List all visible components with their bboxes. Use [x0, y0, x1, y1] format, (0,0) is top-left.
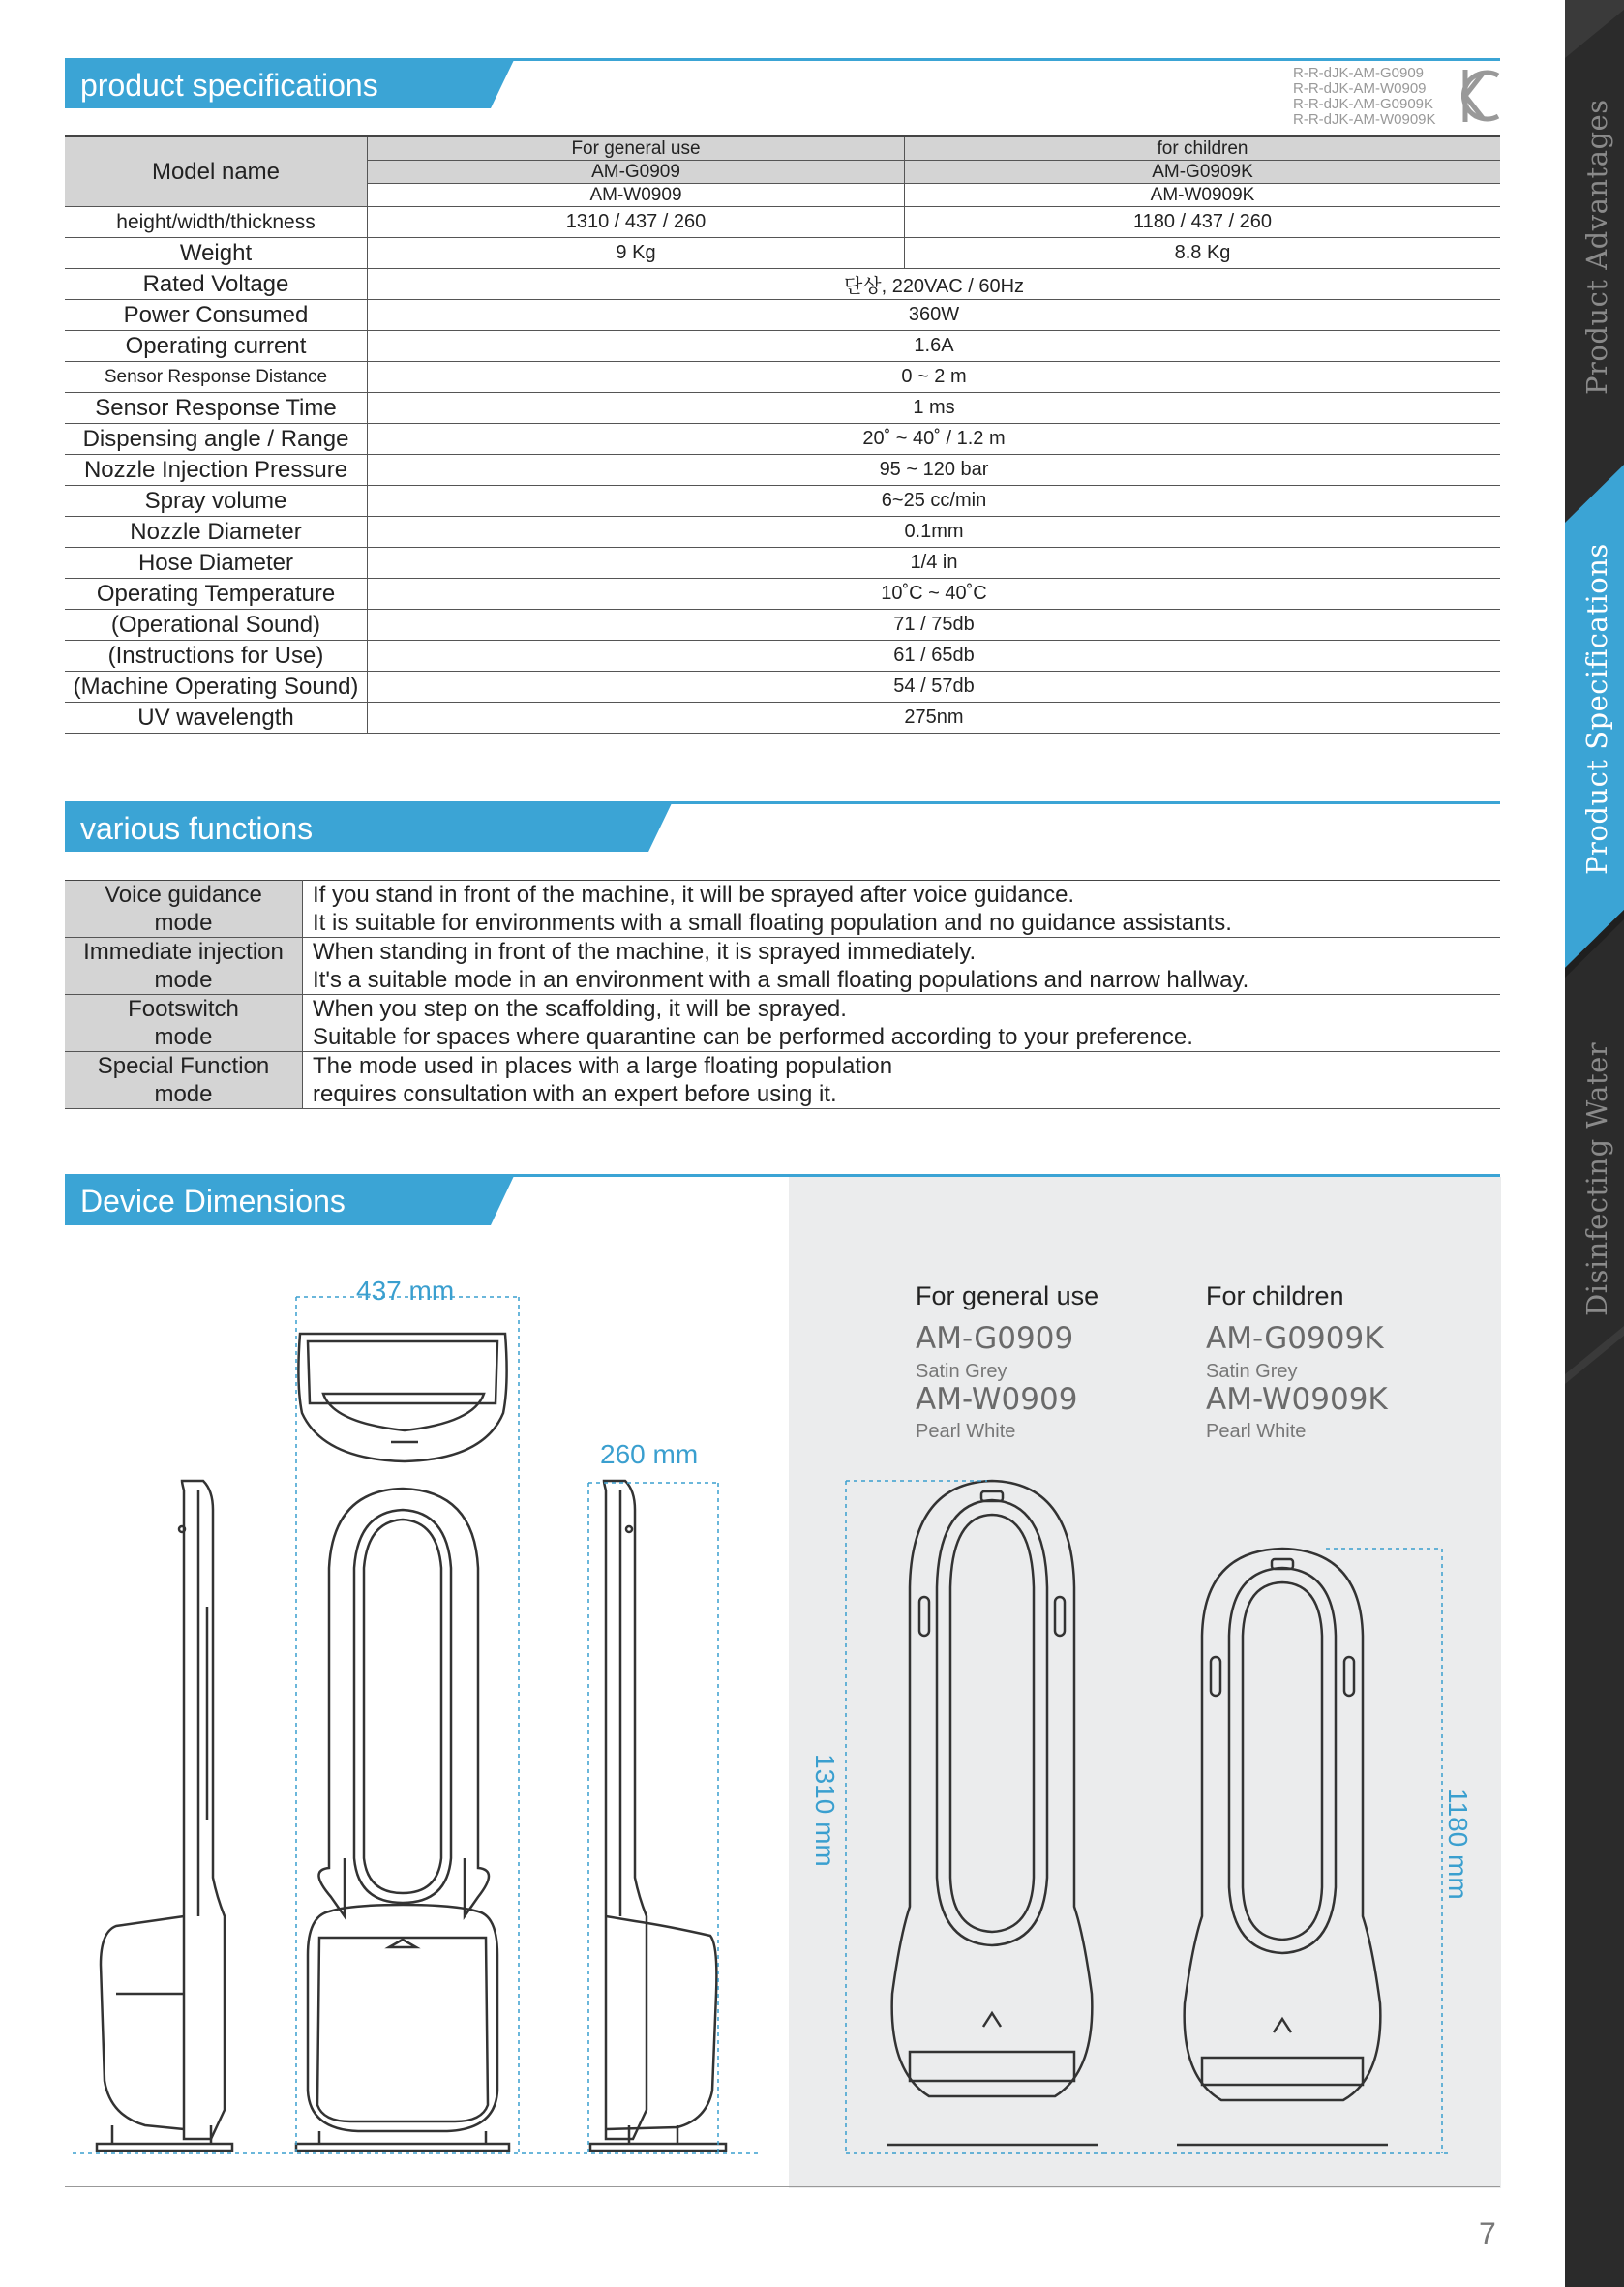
- kc-code: R-R-dJK-AM-W0909: [1293, 80, 1427, 97]
- spec-value: 95 ~ 120 bar: [368, 455, 1501, 486]
- general-use-heading: For general use: [916, 1281, 1099, 1310]
- kc-code: R-R-dJK-AM-G0909K: [1293, 96, 1434, 112]
- spec-value: 1.6A: [368, 331, 1501, 362]
- col-children-header: for children: [905, 136, 1501, 161]
- spec-section-title: product specifications: [80, 68, 378, 103]
- mode-description: The mode used in places with a large floating population requires consultation with an expert before using it.: [303, 1052, 1501, 1109]
- front-view-drawing: [296, 1334, 509, 2151]
- kc-code: R-R-dJK-AM-G0909: [1293, 65, 1425, 81]
- spec-label: Hose Diameter: [65, 548, 368, 579]
- spec-label: Sensor Response Time: [65, 393, 368, 424]
- side-tab-rail: [1565, 0, 1624, 2287]
- children-model-code: AM-G0909K: [1206, 1321, 1384, 1356]
- mode-name: Special Function mode: [65, 1052, 303, 1109]
- children-model-drawing: [1177, 1549, 1388, 2145]
- tab-product-specifications[interactable]: Product Specifications: [1580, 543, 1613, 875]
- spec-value: 10˚C ~ 40˚C: [368, 579, 1501, 610]
- spec-value-general: 9 Kg: [368, 238, 905, 269]
- general-model-color: Pearl White: [916, 1421, 1016, 1442]
- page-number: 7: [1479, 2216, 1496, 2251]
- spec-value: 61 / 65db: [368, 641, 1501, 672]
- width-dimension-label: 437 mm: [356, 1276, 455, 1306]
- model-name-label: Model name: [65, 136, 368, 207]
- children-height-label: 1180 mm: [1443, 1789, 1473, 1900]
- children-model-color: Pearl White: [1206, 1421, 1307, 1442]
- spec-value: 1 ms: [368, 393, 1501, 424]
- spec-label: Weight: [65, 238, 368, 269]
- mode-name: Footswitch mode: [65, 995, 303, 1052]
- spec-label: Nozzle Diameter: [65, 517, 368, 548]
- spec-label: Power Consumed: [65, 300, 368, 331]
- spec-value: 360W: [368, 300, 1501, 331]
- side-view-left-drawing: [97, 1481, 232, 2151]
- general-model-color: Satin Grey: [916, 1361, 1007, 1382]
- spec-value: 0.1mm: [368, 517, 1501, 548]
- spec-label: Dispensing angle / Range: [65, 424, 368, 455]
- spec-value: 1/4 in: [368, 548, 1501, 579]
- footer-rule: [65, 2186, 1500, 2187]
- spec-label: (Operational Sound): [65, 610, 368, 641]
- mode-description: When standing in front of the machine, it is sprayed immediately. It's a suitable mode in an environment with a small floating populations and narrow hallway.: [303, 938, 1501, 995]
- general-model-cell: AM-W0909: [368, 184, 905, 207]
- general-model-code: AM-W0909: [916, 1382, 1078, 1417]
- spec-value: 275nm: [368, 703, 1501, 734]
- tab-disinfecting-water[interactable]: Disinfecting Water: [1580, 1041, 1613, 1316]
- spec-label: Spray volume: [65, 486, 368, 517]
- spec-value: 6~25 cc/min: [368, 486, 1501, 517]
- spec-label: UV wavelength: [65, 703, 368, 734]
- children-heading: For children: [1206, 1281, 1344, 1310]
- col-general-header: For general use: [368, 136, 905, 161]
- spec-value-general: 1310 / 437 / 260: [368, 207, 905, 238]
- spec-label: Rated Voltage: [65, 269, 368, 300]
- spec-label: Nozzle Injection Pressure: [65, 455, 368, 486]
- spec-label: height/width/thickness: [65, 207, 368, 238]
- mode-name: Immediate injection mode: [65, 938, 303, 995]
- spec-value: 54 / 57db: [368, 672, 1501, 703]
- mode-description: If you stand in front of the machine, it will be sprayed after voice guidance. It is suitable for environments with a small floating population and no guidance assistants.: [303, 881, 1501, 938]
- spec-label: Sensor Response Distance: [65, 362, 368, 393]
- spec-value: 71 / 75db: [368, 610, 1501, 641]
- dimensions-section-title: Device Dimensions: [80, 1184, 346, 1219]
- general-model-cell: AM-G0909: [368, 161, 905, 184]
- kc-code: R-R-dJK-AM-W0909K: [1293, 111, 1436, 128]
- children-model-cell: AM-G0909K: [905, 161, 1501, 184]
- general-height-label: 1310 mm: [810, 1754, 840, 1867]
- children-model-color: Satin Grey: [1206, 1361, 1298, 1382]
- spec-value-children: 8.8 Kg: [905, 238, 1501, 269]
- spec-label: (Instructions for Use): [65, 641, 368, 672]
- side-view-right-drawing: [590, 1481, 726, 2151]
- children-model-cell: AM-W0909K: [905, 184, 1501, 207]
- spec-label: Operating current: [65, 331, 368, 362]
- spec-label: Operating Temperature: [65, 579, 368, 610]
- spec-value-children: 1180 / 437 / 260: [905, 207, 1501, 238]
- spec-label: (Machine Operating Sound): [65, 672, 368, 703]
- general-model-drawing: [887, 1481, 1098, 2145]
- mode-name: Voice guidance mode: [65, 881, 303, 938]
- mode-description: When you step on the scaffolding, it will be sprayed. Suitable for spaces where quarantine can be performed according to your preference.: [303, 995, 1501, 1052]
- depth-dimension-label: 260 mm: [600, 1439, 699, 1469]
- functions-section-title: various functions: [80, 811, 314, 846]
- spec-value: 20˚ ~ 40˚ / 1.2 m: [368, 424, 1501, 455]
- spec-value: 0 ~ 2 m: [368, 362, 1501, 393]
- general-model-code: AM-G0909: [916, 1321, 1074, 1356]
- children-model-code: AM-W0909K: [1206, 1382, 1388, 1417]
- tab-product-advantages[interactable]: Product Advantages: [1580, 99, 1613, 395]
- spec-value: 단상, 220VAC / 60Hz: [368, 269, 1501, 300]
